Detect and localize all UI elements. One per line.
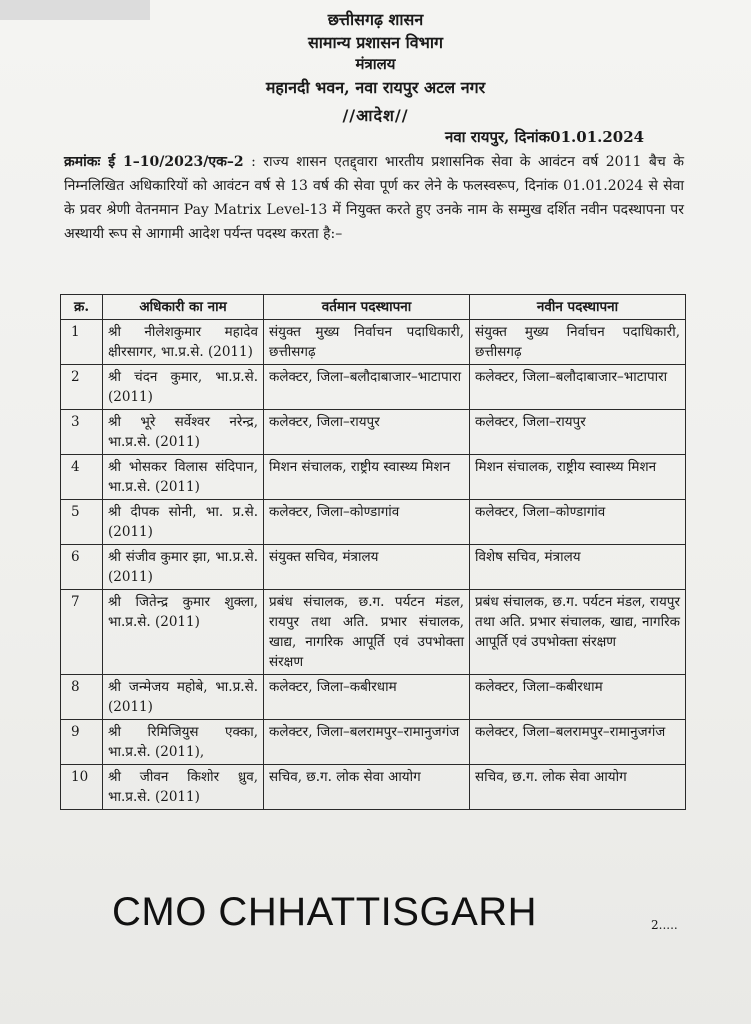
cell-current: कलेक्टर, जिला–कबीरधाम bbox=[264, 675, 470, 720]
cell-current: कलेक्टर, जिला–बलौदाबाजार–भाटापारा bbox=[264, 365, 470, 410]
order-text: : राज्य शासन एतद्द्वारा भारतीय प्रशासनिक सेवा के आवंटन वर्ष 2011 बैच के निम्नलिखित अधिकारियों को आवंटन वर्ष से 13 वर्ष की सेवा पूर्ण कर लेने के फलस्वरूप, दिनांक 01.01.2024 से सेवा के प्रवर श्रेणी वेतनमान Pay Matrix Level-13 में नियुक्त करते हुए उनके नाम के सम्मुख दर्शित नवीन पदस्थापना पर अस्थायी रूप से आगामी आदेश पर्यन्त पदस्थ करता है:– bbox=[64, 154, 684, 242]
reference-number: क्रमांकः ई 1–10/2023/एक–2 bbox=[64, 154, 244, 170]
table-row bbox=[61, 500, 686, 545]
page-number: 2..... bbox=[651, 918, 678, 932]
header-new: नवीन पदस्थापना bbox=[470, 295, 686, 320]
table-header-row bbox=[61, 295, 686, 320]
cell-num: 8 bbox=[61, 675, 103, 720]
order-paragraph bbox=[64, 150, 684, 246]
header-num: क्र. bbox=[61, 295, 103, 320]
cell-name: श्री संजीव कुमार झा, भा.प्र.से. (2011) bbox=[103, 545, 264, 590]
cell-new: कलेक्टर, जिला–रायपुर bbox=[470, 410, 686, 455]
header-name: अधिकारी का नाम bbox=[103, 295, 264, 320]
cell-name: श्री जितेन्द्र कुमार शुक्ला, भा.प्र.से. (2011) bbox=[103, 590, 264, 675]
cell-num: 9 bbox=[61, 720, 103, 765]
cell-current: कलेक्टर, जिला–रायपुर bbox=[264, 410, 470, 455]
table-row bbox=[61, 455, 686, 500]
cell-new: सचिव, छ.ग. लोक सेवा आयोग bbox=[470, 765, 686, 810]
cell-name: श्री जन्मेजय महोबे, भा.प्र.से. (2011) bbox=[103, 675, 264, 720]
table-row bbox=[61, 590, 686, 675]
header-ministry: मंत्रालय bbox=[355, 55, 396, 73]
cell-num: 1 bbox=[61, 320, 103, 365]
cell-current: कलेक्टर, जिला–कोण्डागांव bbox=[264, 500, 470, 545]
header-address: महानदी भवन, नवा रायपुर अटल नगर bbox=[265, 78, 486, 97]
cell-name: श्री रिमिजियुस एक्का, भा.प्र.से. (2011), bbox=[103, 720, 264, 765]
officer-table bbox=[60, 294, 686, 810]
cell-num: 5 bbox=[61, 500, 103, 545]
cell-new: कलेक्टर, जिला–कोण्डागांव bbox=[470, 500, 686, 545]
table-row bbox=[61, 320, 686, 365]
table-row bbox=[61, 410, 686, 455]
header-department: सामान्य प्रशासन विभाग bbox=[307, 33, 444, 52]
cell-name: श्री दीपक सोनी, भा. प्र.से. (2011) bbox=[103, 500, 264, 545]
cell-new: कलेक्टर, जिला–कबीरधाम bbox=[470, 675, 686, 720]
cell-new: संयुक्त मुख्य निर्वाचन पदाधिकारी, छत्तीसगढ़ bbox=[470, 320, 686, 365]
cell-new: प्रबंध संचालक, छ.ग. पर्यटन मंडल, रायपुर तथा अति. प्रभार संचालक, खाद्य, नागरिक आपूर्ति एवं उपभोक्ता संरक्षण bbox=[470, 590, 686, 675]
cell-num: 3 bbox=[61, 410, 103, 455]
header-current: वर्तमान पदस्थापना bbox=[264, 295, 470, 320]
cell-num: 6 bbox=[61, 545, 103, 590]
cell-current: सचिव, छ.ग. लोक सेवा आयोग bbox=[264, 765, 470, 810]
cell-name: श्री नीलेशकुमार महादेव क्षीरसागर, भा.प्र.से. (2011) bbox=[103, 320, 264, 365]
cell-num: 4 bbox=[61, 455, 103, 500]
cell-name: श्री चंदन कुमार, भा.प्र.से. (2011) bbox=[103, 365, 264, 410]
cell-current: संयुक्त सचिव, मंत्रालय bbox=[264, 545, 470, 590]
table-row bbox=[61, 545, 686, 590]
table-row bbox=[61, 365, 686, 410]
table-row bbox=[61, 720, 686, 765]
cell-num: 10 bbox=[61, 765, 103, 810]
cell-name: श्री भोसकर विलास संदिपान, भा.प्र.से. (2011) bbox=[103, 455, 264, 500]
cmo-watermark-text: CMO CHHATTISGARH bbox=[112, 890, 538, 934]
cell-new: मिशन संचालक, राष्ट्रीय स्वास्थ्य मिशन bbox=[470, 455, 686, 500]
cell-name: श्री भूरे सर्वेश्वर नरेन्द्र, भा.प्र.से. (2011) bbox=[103, 410, 264, 455]
place-date: नवा रायपुर, दिनांक01.01.2024 bbox=[445, 128, 645, 146]
cell-current: कलेक्टर, जिला–बलरामपुर–रामानुजगंज bbox=[264, 720, 470, 765]
table-row bbox=[61, 765, 686, 810]
cell-num: 7 bbox=[61, 590, 103, 675]
cell-current: संयुक्त मुख्य निर्वाचन पदाधिकारी, छत्तीसगढ़ bbox=[264, 320, 470, 365]
cell-new: कलेक्टर, जिला–बलौदाबाजार–भाटापारा bbox=[470, 365, 686, 410]
cell-name: श्री जीवन किशोर ध्रुव, भा.प्र.से. (2011) bbox=[103, 765, 264, 810]
order-title: //आदेश// bbox=[342, 106, 409, 125]
cell-new: कलेक्टर, जिला–बलरामपुर–रामानुजगंज bbox=[470, 720, 686, 765]
cell-num: 2 bbox=[61, 365, 103, 410]
table-row bbox=[61, 675, 686, 720]
cell-new: विशेष सचिव, मंत्रालय bbox=[470, 545, 686, 590]
header-government: छत्तीसगढ़ शासन bbox=[327, 10, 424, 29]
cell-current: प्रबंध संचालक, छ.ग. पर्यटन मंडल, रायपुर तथा अति. प्रभार संचालक, खाद्य, नागरिक आपूर्ति एवं उपभोक्ता संरक्षण bbox=[264, 590, 470, 675]
cell-current: मिशन संचालक, राष्ट्रीय स्वास्थ्य मिशन bbox=[264, 455, 470, 500]
